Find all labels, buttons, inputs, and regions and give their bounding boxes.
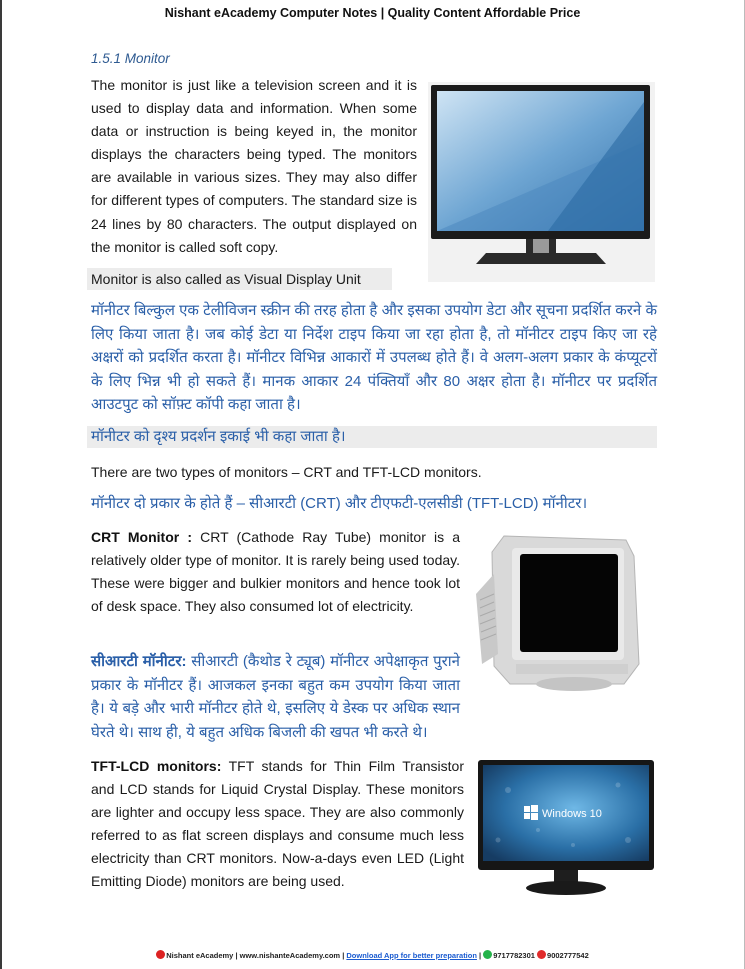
tft-text: TFT stands for Thin Film Transistor and LCD stands for Liquid Crystal Display. These monitors are lighter and occupy less space. They are also commonly referred to as flat screen displays and consume much less electricity than CRT monitors. Now-a-days even LED (Light Emitting Diode) monitors are being used. <box>91 758 464 890</box>
footer-phone-2[interactable]: 9002777542 <box>547 951 589 960</box>
monitor-paragraph-english: The monitor is just like a television screen and it is used to display data and information. When some data or instruction is being keyed in, the monitor displays the characters being typed. The monitors are available in various sizes. They may also differ for different types of computers. The standard size is 24 lines by 80 characters. The output displayed on the monitor is called soft copy. <box>91 77 417 255</box>
brand-logo-icon <box>156 950 165 959</box>
crt-monitor-image <box>474 534 654 694</box>
crt-paragraph-english <box>91 526 460 618</box>
whatsapp-icon <box>483 950 492 959</box>
monitor-paragraph-hindi: मॉनीटर बिल्कुल एक टेलीविजन स्क्रीन की तरह होता है और इसका उपयोग डेटा और सूचना प्रदर्शित करने के लिए किया जाता है। जब कोई डेटा या निर्देश टाइप किया जा रहा होता है, तो मॉनीटर टाइप किए जा रहे अक्षरों को प्रदर्शित करता है। मॉनीटर विभिन्न आकारों में उपलब्ध होते हैं। वे अलग-अलग प्रकार के कंप्यूटरों के लिए भिन्न भी हो सकते हैं। मानक आकार 24 पंक्तियाँ और 80 अक्षर होता है। मॉनीटर पर प्रदर्शित आउटपुट को सॉफ़्ट कॉपी कहा जाता है। <box>91 302 657 413</box>
monitor-types-english: There are two types of monitors – CRT and TFT-LCD monitors. <box>91 464 482 480</box>
footer-site[interactable]: www.nishanteAcademy.com <box>239 951 341 960</box>
footer-app-link[interactable]: Download App for better preparation <box>346 951 477 960</box>
crt-paragraph-hindi-lead <box>91 650 460 744</box>
crt-text: CRT (Cathode Ray Tube) monitor is a relatively older type of monitor. It is rarely being used today. These were bigger and bulkier monitors and hence took lot of desk space. They also consumed lot of electricity. <box>91 529 460 615</box>
footer-phone-1[interactable]: 9717782301 <box>493 951 535 960</box>
page-footer: Nishant eAcademy | www.nishanteAcademy.com | Download App for better preparation | 9717782301 9002777542 <box>0 950 745 960</box>
tft-monitor-image <box>478 760 654 898</box>
page-header: Nishant eAcademy Computer Notes | Quality Content Affordable Price <box>164 6 581 20</box>
vdu-highlight-hindi: मॉनीटर को दृश्य प्रदर्शन इकाई भी कहा जाता है। <box>87 426 657 448</box>
vdu-highlight-english: Monitor is also called as Visual Display Unit <box>87 268 392 290</box>
section-title: 1.5.1 Monitor <box>91 51 170 66</box>
monitor-types-hindi: मॉनीटर दो प्रकार के होते हैं – सीआरटी (CRT) और टीएफटी-एलसीडी (TFT-LCD) मॉनीटर। <box>91 495 588 512</box>
flat-monitor-image <box>428 82 655 282</box>
phone-icon <box>537 950 546 959</box>
crt-label-hindi: सीआरटी मॉनीटर: <box>91 653 187 670</box>
crt-text-hindi: सीआरटी (कैथोड रे ट्यूब) मॉनीटर अपेक्षाकृत पुराने प्रकार के मॉनीटर हैं। आजकल इनका बहुत कम उपयोग किया जाता है। ये बड़े और भारी मॉनीटर होते थे, इसलिए ये डेस्क पर अधिक स्थान घेरते थे। साथ ही, ये बहुत अधिक बिजली की खपत भी करते थे। <box>91 653 461 741</box>
tft-paragraph-english <box>91 755 464 894</box>
page-border <box>0 0 2 969</box>
screen-text: Windows 10 <box>542 808 602 820</box>
crt-label: CRT Monitor : <box>91 529 192 545</box>
footer-brand: Nishant eAcademy <box>166 951 234 960</box>
tft-label: TFT-LCD monitors: <box>91 758 222 774</box>
